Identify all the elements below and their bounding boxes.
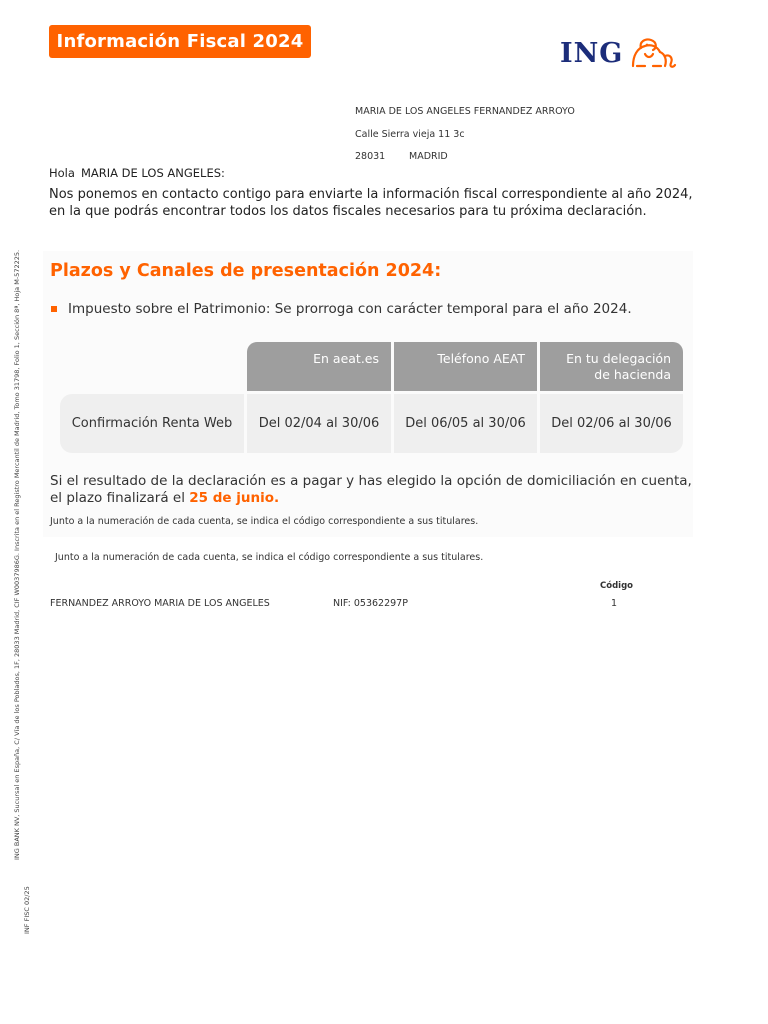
table-header-telefono: Teléfono AEAT [394,342,537,391]
table-cell-telefono: Del 06/05 al 30/06 [394,394,537,453]
accounts-note-1: Junto a la numeración de cada cuenta, se indica el código correspondiente a sus titulares. [50,516,479,527]
recipient-address [355,104,575,172]
recipient-street: Calle Sierra vieja 11 3c [355,128,465,140]
table-header-delegacion: En tu delegación de hacienda [540,342,683,391]
bullet-item [51,301,632,317]
greeting [49,166,225,180]
greeting-name: MARIA DE LOS ANGELES: [80,166,225,180]
recipient-city: MADRID [409,151,448,162]
table-header-aeat: En aeat.es [247,342,391,391]
holder-name: FERNANDEZ ARROYO MARIA DE LOS ANGELES [50,598,270,609]
bullet-text: Impuesto sobre el Patrimonio: Se prorroga con carácter temporal para el año 2024. [68,301,632,317]
table-cell-delegacion: Del 02/06 al 30/06 [540,394,683,453]
bullet-square-icon [51,306,57,312]
accounts-note-2: Junto a la numeración de cada cuenta, se indica el código correspondiente a sus titulares. [55,552,484,563]
holder-nif: NIF: 05362297P [333,598,408,609]
legal-side-text: ING BANK NV, Sucursal en España, C/ Vía de los Poblados, 1F, 28033 Madrid, CIF W0037986G. Inscrita en el Registro Mercantil de Madrid, Tomo 31798, Folio 1, Sección 8ª, Hoja M-572225. [13,249,21,860]
recipient-name: MARIA DE LOS ANGELES FERNANDEZ ARROYO [355,106,575,117]
intro-paragraph: Nos ponemos en contacto contigo para enviarte la información fiscal correspondiente al año 2024, en la que podrás encontrar todos los datos fiscales necesarios para tu próxima declaración. [49,187,693,219]
ing-logo [560,33,677,73]
recipient-city-line [355,149,575,172]
recipient-postal-code: 28031 [355,151,386,162]
greeting-hello: Hola [49,166,75,180]
payment-deadline: 25 de junio. [189,490,280,506]
code-column-header: Código [600,581,633,591]
holder-code: 1 [611,598,618,609]
page-title: Información Fiscal 2024 [49,25,311,58]
logo-text: ING [560,37,624,69]
lion-icon [627,36,677,70]
section-title: Plazos y Canales de presentación 2024: [50,261,442,281]
document-code: INF FISC 02/25 [23,886,31,934]
table-row-label: Confirmación Renta Web [60,394,244,453]
payment-note [50,473,700,507]
table-cell-aeat: Del 02/04 al 30/06 [247,394,391,453]
payment-note-text: Si el resultado de la declaración es a pagar y has elegido la opción de domiciliación en cuenta, el plazo finalizará el [50,473,692,506]
